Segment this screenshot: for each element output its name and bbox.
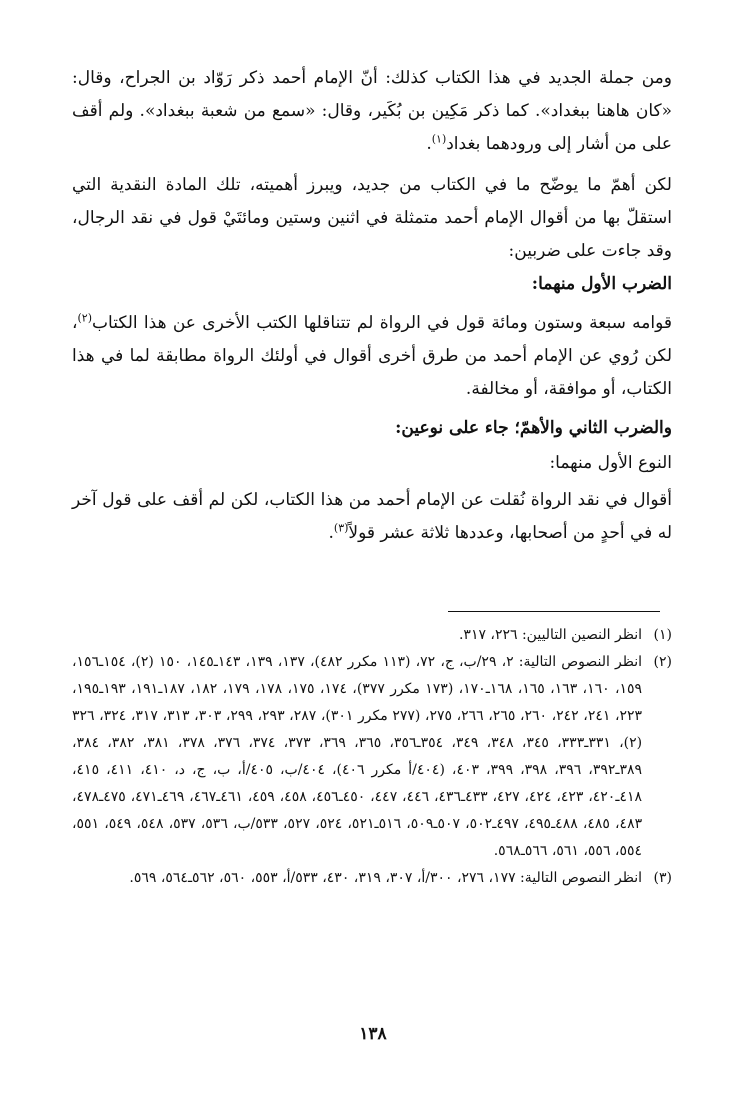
footnote-number: (٢): [653, 654, 672, 670]
paragraph-3-text-b: ، لكن رُوي عن الإمام أحمد من طرق أخرى أقوال في أولئك الرواة مطابقة لما في هذا الكتاب، أو موافقة، أو مخالفة.: [72, 313, 672, 399]
footnote-text: انظر النصوص التالية: ٢، ٢٩/ب، ج، ٧٢، (١١٣ مكرر ٤٨٢)، ١٣٧، ١٣٩، ١٤٣ـ١٤٥، ١٥٠ (٢)، ١٥٤ـ١٥٦، ١٥٩، ١٦٠، ١٦٣، ١٦٥، ١٦٨ـ١٧٠، (١٧٣ مكرر ٣٧٧)، ١٧٤، ١٧٥، ١٧٨، ١٧٩، ١٨٢، ١٨٧ـ١٩١، ١٩٣ـ١٩٥، ٢٢٣، ٢٤١، ٢٤٢، ٢٦٠، ٢٦٥، ٢٦٦، ٢٧٥، (٢٧٧ مكرر ٣٠١)، ٢٨٧، ٢٩٣، ٢٩٩، ٣٠٣، ٣١٣، ٣١٧، ٣٢٤، ٣٢٦ (٢)، ٣٣١ـ٣٣٣، ٣٤٥، ٣٤٨، ٣٤٩، ٣٥٤ـ٣٥٦، ٣٦٥، ٣٦٩، ٣٧٣، ٣٧٤، ٣٧٦، ٣٧٨، ٣٨١، ٣٨٢، ٣٨٤، ٣٨٩ـ٣٩٢، ٣٩٦، ٣٩٨، ٣٩٩، ٤٠٣، (٤٠٤/أ مكرر ٤٠٦)، ٤٠٤/ب، ٤٠٥/أ، ب، ج، د، ٤١٠، ٤١١، ٤١٥، ٤١٨ـ٤٢٠، ٤٢٣، ٤٢٤، ٤٢٧، ٤٣٣ـ٤٣٦، ٤٤٦، ٤٤٧، ٤٥٠ـ٤٥٦، ٤٥٨، ٤٥٩، ٤٦١ـ٤٦٧، ٤٦٩ـ٤٧١، ٤٧٥ـ٤٧٨، ٤٨٣، ٤٨٥، ٤٨٨ـ٤٩٥، ٤٩٧ـ٥٠٢، ٥٠٧ـ٥٠٩، ٥١٦ـ٥٢١، ٥٢٤، ٥٢٧، ٥٣٣/ب، ٥٣٦، ٥٣٧، ٥٤٨، ٥٤٩، ٥٥١، ٥٥٤، ٥٥٦، ٥٦١، ٥٦٦ـ٥٦٨.: [72, 654, 643, 859]
footnote-number: (٣): [653, 870, 672, 886]
section-heading-first-type: الضرب الأول منهما:: [531, 274, 672, 294]
footnote-number: (١): [653, 627, 672, 643]
footnote-ref-1[interactable]: (١): [431, 132, 447, 146]
footnote-1: [72, 622, 672, 649]
main-text: [72, 62, 672, 550]
section-heading-second-type: والضرب الثاني والأهمّ؛ جاء على نوعين:: [395, 418, 672, 438]
footnote-text: انظر النصين التاليين: ٢٢٦، ٣١٧.: [458, 627, 642, 643]
footnote-divider: [448, 611, 660, 612]
paragraph-4-text: أقوال في نقد الرواة نُقلت عن الإمام أحمد من هذا الكتاب، لكن لم أقف على قول آخر له في أحدٍ من أصحابها، وعددها ثلاثة عشر قولاً: [72, 490, 672, 543]
footnote-ref-3[interactable]: (٣): [333, 521, 349, 535]
paragraph-2: لكن أهمّ ما يوضّح ما في الكتاب من جديد، ويبرز أهميته، تلك المادة النقدية التي استقلّ بها من أقوال الإمام أحمد متمثلة في اثنين وستين ومائتَيْ قول في نقد الرجال، وقد جاءت على ضربين:: [72, 175, 672, 261]
paragraph-1-end: .: [426, 134, 432, 154]
paragraph-1: [72, 62, 672, 161]
footnote-ref-2[interactable]: (٢): [77, 311, 93, 325]
paragraph-1-text: ومن جملة الجديد في هذا الكتاب كذلك: أنّ الإمام أحمد ذكر رَوّاد بن الجراح، وقال: «كان هاهنا ببغداد». كما ذكر مَكِين بن بُكَير، وقال: «سمع من شعبة ببغداد». ولم أقف على من أشار إلى ورودهما بغداد: [72, 68, 672, 154]
footnote-2: [72, 649, 672, 865]
paragraph-4-end: .: [328, 523, 334, 543]
footnote-3: [72, 865, 672, 892]
footnotes: [72, 622, 672, 892]
subheading-first-kind: النوع الأول منهما:: [549, 453, 672, 473]
paragraph-3-text-a: قوامه سبعة وستون ومائة قول في الرواة لم تتناقلها الكتب الأخرى عن هذا الكتاب: [92, 313, 672, 333]
page-number: ١٣٨: [359, 1024, 387, 1044]
footnote-text: انظر النصوص التالية: ١٧٧، ٢٧٦، ٣٠٠/أ، ٣٠٧، ٣١٩، ٤٣٠، ٥٣٣/أ، ٥٥٣، ٥٦٠، ٥٦٢ـ٥٦٤، ٥٦٩.: [129, 870, 642, 886]
paragraph-3: [72, 307, 672, 406]
paragraph-4: [72, 484, 672, 550]
